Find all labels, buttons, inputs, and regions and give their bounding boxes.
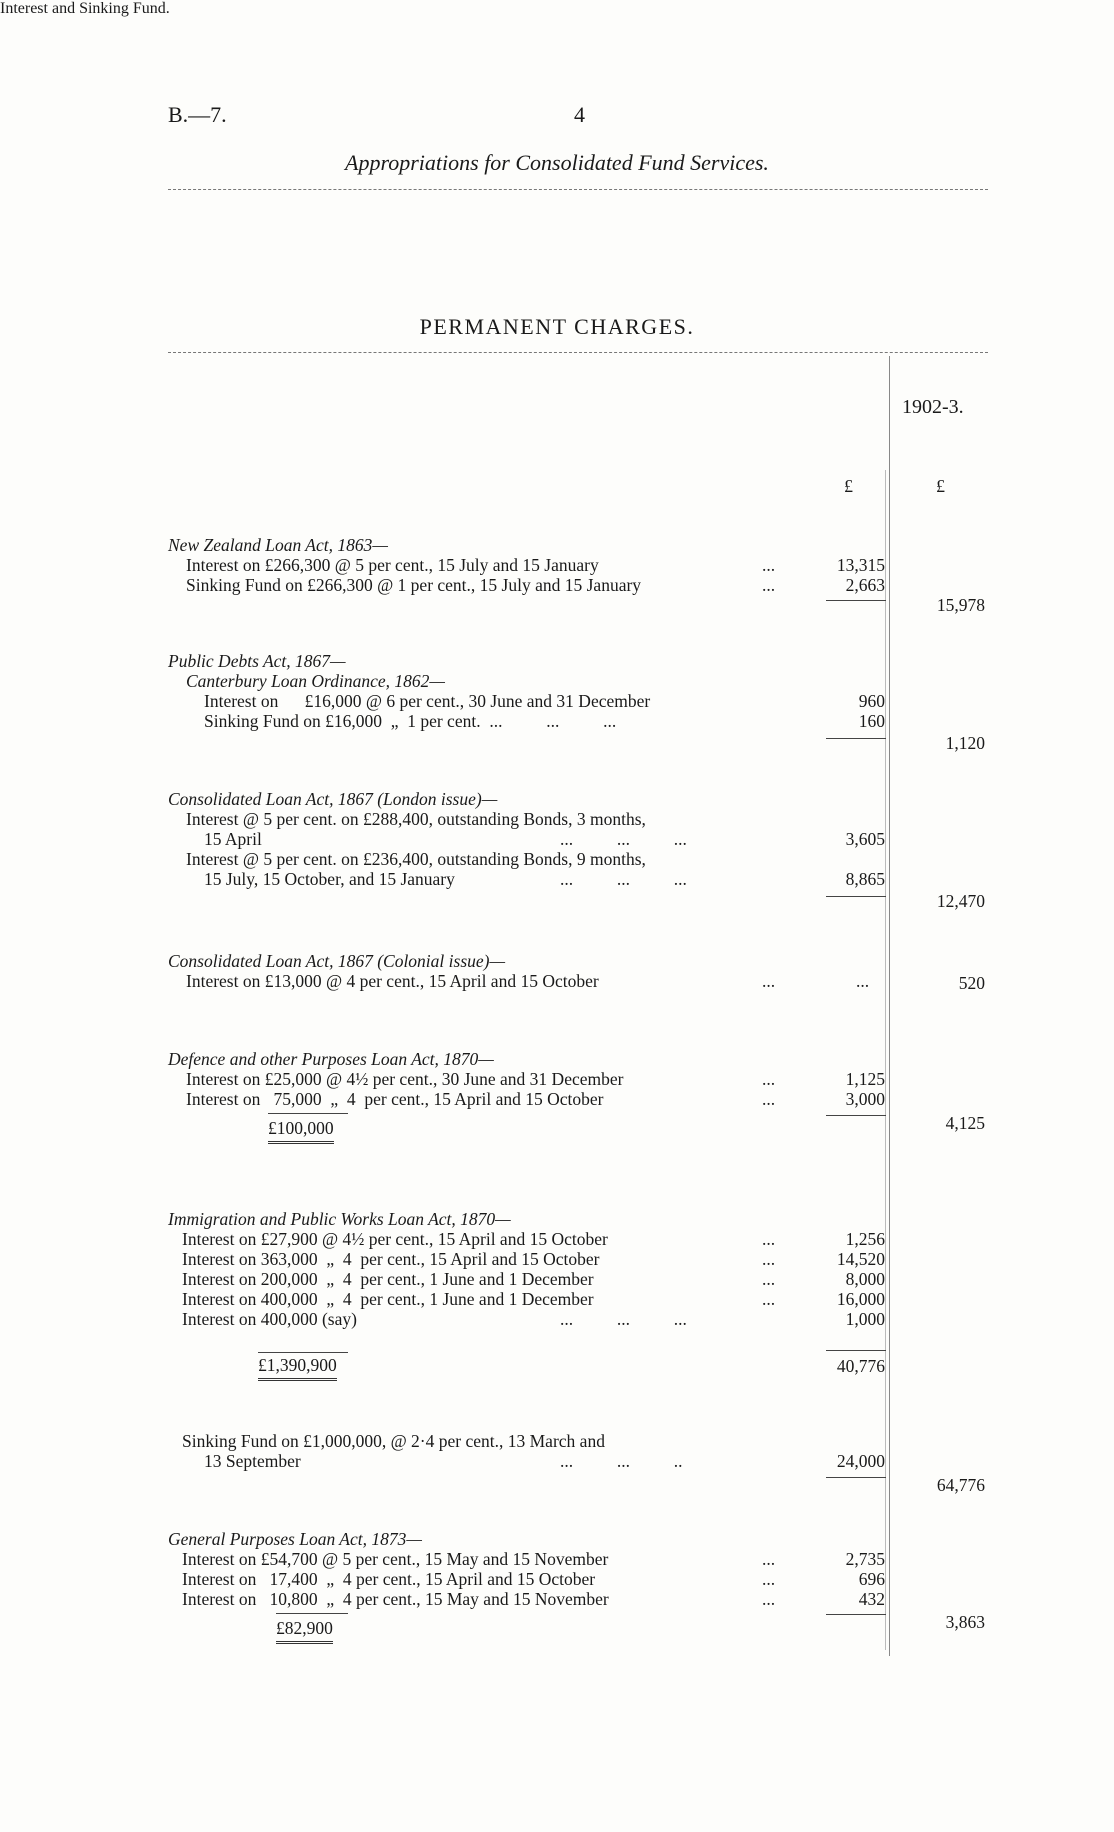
section-total: 1,120 <box>945 733 985 753</box>
entry-label: Sinking Fund on £16,000 „ 1 per cent. ... ... ... <box>204 711 617 731</box>
entry-value: 3,605 <box>845 829 885 849</box>
leader-dots: ... <box>762 1269 776 1289</box>
entry-value: 1,256 <box>845 1229 885 1249</box>
page-title: Appropriations for Consolidated Fund Services. <box>345 150 769 175</box>
currency-right: £ <box>936 476 945 496</box>
entry-value: 14,520 <box>836 1249 885 1269</box>
entry-label: Interest on £25,000 @ 4½ per cent., 30 June and 31 December <box>186 1069 624 1089</box>
entry-label-cont: 15 July, 15 October, and 15 January <box>204 869 455 889</box>
leader-dots: ... ... ... <box>560 1309 687 1329</box>
section-total: 15,978 <box>936 595 985 615</box>
leader-dots: ... <box>762 1589 776 1609</box>
entry-label: Interest on 200,000 „ 4 per cent., 1 June and 1 December <box>182 1269 594 1289</box>
section-heading: PERMANENT CHARGES. <box>419 314 695 339</box>
leader-dots: ... <box>762 1289 776 1309</box>
section-total: 12,470 <box>936 891 985 911</box>
act-title: New Zealand Loan Act, 1863— <box>168 535 388 555</box>
subtotal-rule <box>826 1115 886 1116</box>
subtotal-rule <box>826 600 886 601</box>
entry-value: 960 <box>858 691 885 711</box>
sub-heading: Interest and Sinking Fund. <box>0 0 170 17</box>
subtotal-rule <box>826 1477 886 1478</box>
subtotal-rule <box>826 1614 886 1615</box>
leader-dots: ... ... ... <box>560 869 687 889</box>
page-reference: B.—7. <box>168 102 227 127</box>
entry-value: 696 <box>858 1569 885 1589</box>
section-total: 4,125 <box>945 1113 985 1133</box>
entry-value: 1,125 <box>845 1069 885 1089</box>
leader-dots: ... ... ... <box>560 829 687 849</box>
act-title: Defence and other Purposes Loan Act, 1870— <box>168 1049 494 1069</box>
sinking-fund-label-cont: 13 September <box>204 1451 301 1471</box>
entry-label: Interest on 400,000 (say) <box>182 1309 357 1329</box>
entry-label-cont: 15 April <box>204 829 262 849</box>
leader-dots: ... ... .. <box>560 1451 683 1471</box>
act-title: Immigration and Public Works Loan Act, 1870— <box>168 1209 511 1229</box>
sinking-fund-label: Sinking Fund on £1,000,000, @ 2·4 per cent., 13 March and <box>182 1431 605 1451</box>
entry-value: 1,000 <box>845 1309 885 1329</box>
principal-total: £1,390,900 <box>258 1355 337 1381</box>
leader-dots: ... <box>762 1229 776 1249</box>
title-rule <box>168 189 988 190</box>
entry-value: 3,000 <box>845 1089 885 1109</box>
leader-dots: ... <box>762 971 776 991</box>
leader-dots: ... <box>856 971 870 991</box>
entry-label: Interest on £16,000 @ 6 per cent., 30 June and 31 December <box>204 691 651 711</box>
leader-dots: ... <box>762 555 776 575</box>
principal-total: £100,000 <box>268 1118 334 1144</box>
leader-dots: ... <box>762 1069 776 1089</box>
act-title: Consolidated Loan Act, 1867 (London issue)— <box>168 789 498 809</box>
section-total: 3,863 <box>945 1612 985 1632</box>
subtotal-value: 40,776 <box>836 1356 885 1376</box>
entry-value: 8,000 <box>845 1269 885 1289</box>
entry-label: Interest on 17,400 „ 4 per cent., 15 April and 15 October <box>182 1569 596 1589</box>
heading-rule <box>168 352 988 353</box>
leader-dots: ... <box>762 1089 776 1109</box>
entry-value: 8,865 <box>845 869 885 889</box>
entry-value: 13,315 <box>836 555 885 575</box>
entry-value: 2,735 <box>845 1549 885 1569</box>
principal-total: £82,900 <box>276 1618 333 1644</box>
entry-label: Interest on £27,900 @ 4½ per cent., 15 April and 15 October <box>182 1229 608 1249</box>
entry-value: 16,000 <box>836 1289 885 1309</box>
subtotal-rule <box>826 896 886 897</box>
page-number: 4 <box>574 102 585 127</box>
entry-label: Interest on 400,000 „ 4 per cent., 1 June and 1 December <box>182 1289 594 1309</box>
entry-label: Interest on 363,000 „ 4 per cent., 15 April and 15 October <box>182 1249 600 1269</box>
subtotal-rule <box>826 1350 886 1351</box>
leader-dots: ... <box>762 1249 776 1269</box>
principal-rule <box>258 1352 348 1353</box>
entry-value: 432 <box>858 1589 885 1609</box>
entry-label: Interest on £54,700 @ 5 per cent., 15 May and 15 November <box>182 1549 609 1569</box>
principal-rule <box>268 1113 348 1114</box>
act-title: Public Debts Act, 1867— <box>168 651 346 671</box>
leader-dots: ... <box>762 575 776 595</box>
entry-label: Interest on £13,000 @ 4 per cent., 15 April and 15 October <box>186 971 599 991</box>
entry-label: Interest @ 5 per cent. on £236,400, outstanding Bonds, 9 months, <box>186 849 646 869</box>
currency-left: £ <box>844 476 853 496</box>
entry-label: Interest on £266,300 @ 5 per cent., 15 July and 15 January <box>186 555 599 575</box>
entry-label: Interest @ 5 per cent. on £288,400, outstanding Bonds, 3 months, <box>186 809 646 829</box>
entry-value: 160 <box>858 711 885 731</box>
column-divider-right <box>889 356 890 1656</box>
column-divider-left <box>885 470 886 1650</box>
act-title: General Purposes Loan Act, 1873— <box>168 1529 422 1549</box>
subtotal-rule <box>826 738 886 739</box>
section-total: 64,776 <box>936 1475 985 1495</box>
entry-label: Sinking Fund on £266,300 @ 1 per cent., 15 July and 15 January <box>186 575 642 595</box>
act-title: Consolidated Loan Act, 1867 (Colonial issue)— <box>168 951 506 971</box>
entry-label: Interest on 75,000 „ 4 per cent., 15 April and 15 October <box>186 1089 604 1109</box>
principal-rule <box>276 1613 348 1614</box>
entry-label: Interest on 10,800 „ 4 per cent., 15 May and 15 November <box>182 1589 609 1609</box>
entry-value: 2,663 <box>845 575 885 595</box>
entry-value: 24,000 <box>836 1451 885 1471</box>
leader-dots: ... <box>762 1569 776 1589</box>
leader-dots: ... <box>762 1549 776 1569</box>
section-total: 520 <box>958 973 985 993</box>
year-column-header: 1902-3. <box>902 396 964 418</box>
ordinance-title: Canterbury Loan Ordinance, 1862— <box>186 671 445 691</box>
